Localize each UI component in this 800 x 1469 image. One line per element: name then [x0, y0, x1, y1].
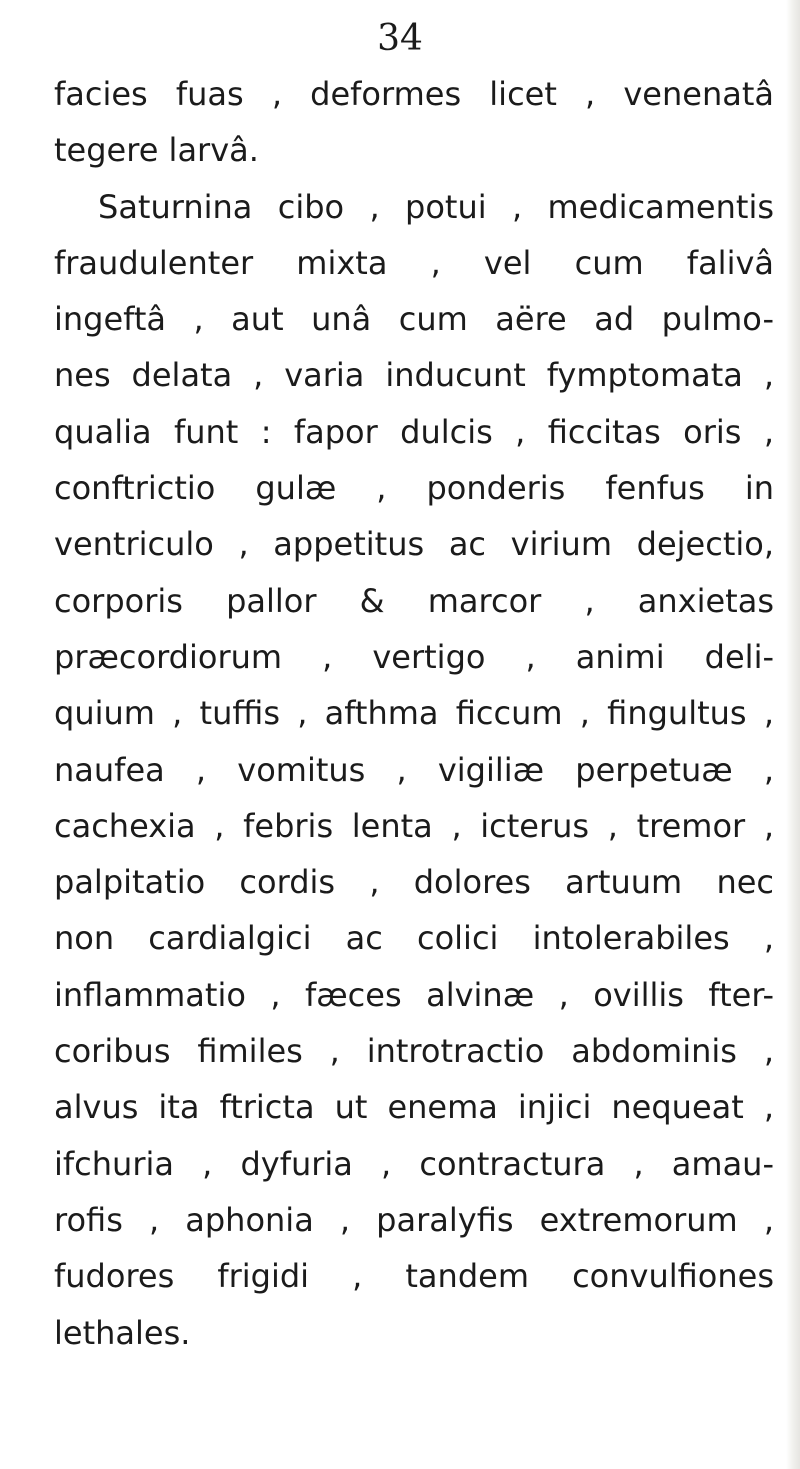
text-line: fudores frigidi , tandem convulfiones — [54, 1257, 774, 1296]
body-text — [54, 66, 774, 1361]
text-line: præcordiorum , vertigo , animi deli- — [54, 637, 774, 676]
text-line: cachexia , febris lenta , icterus , tremor , — [54, 806, 774, 845]
text-line: ventriculo , appetitus ac virium dejectio, — [54, 525, 774, 564]
text-line: Saturnina cibo , potui , medicamentis — [98, 187, 774, 226]
text-line: ifchuria , dyfuria , contractura , amau- — [54, 1144, 774, 1183]
text-line: alvus ita ftricta ut enema injici nequeat , — [54, 1088, 774, 1127]
text-line: fraudulenter mixta , vel cum falivâ — [54, 243, 774, 282]
text-line: facies fuas , deformes licet , venenatâ — [54, 75, 774, 113]
text-line: conftrictio gulæ , ponderis fenfus in — [54, 469, 774, 508]
text-line: rofis , aphonia , paralyfis extremorum , — [54, 1200, 774, 1239]
text-line: palpitatio cordis , dolores artuum nec — [54, 863, 774, 902]
text-line: coribus fimiles , introtractio abdominis , — [54, 1032, 774, 1071]
text-line: tegere larvâ. — [54, 131, 259, 170]
text-line: lethales. — [54, 1313, 191, 1352]
text-line: naufea , vomitus , vigiliæ perpetuæ , — [54, 750, 774, 789]
text-line: quium , tuffis , afthma ficcum , fingultus , — [54, 694, 774, 733]
page-number: 34 — [377, 18, 423, 59]
text-line: nes delata , varia inducunt fymptomata , — [54, 356, 774, 395]
text-line: ingeftâ , aut unâ cum aëre ad pulmo- — [54, 300, 774, 339]
text-line: corporis pallor & marcor , anxietas — [54, 581, 774, 620]
text-line: non cardialgici ac colici intolerabiles , — [54, 919, 774, 958]
text-line: qualia funt : fapor dulcis , ficcitas oris , — [54, 412, 774, 451]
text-line: inflammatio , fæces alvinæ , ovillis fter- — [54, 975, 774, 1014]
page-edge — [786, 0, 800, 1469]
